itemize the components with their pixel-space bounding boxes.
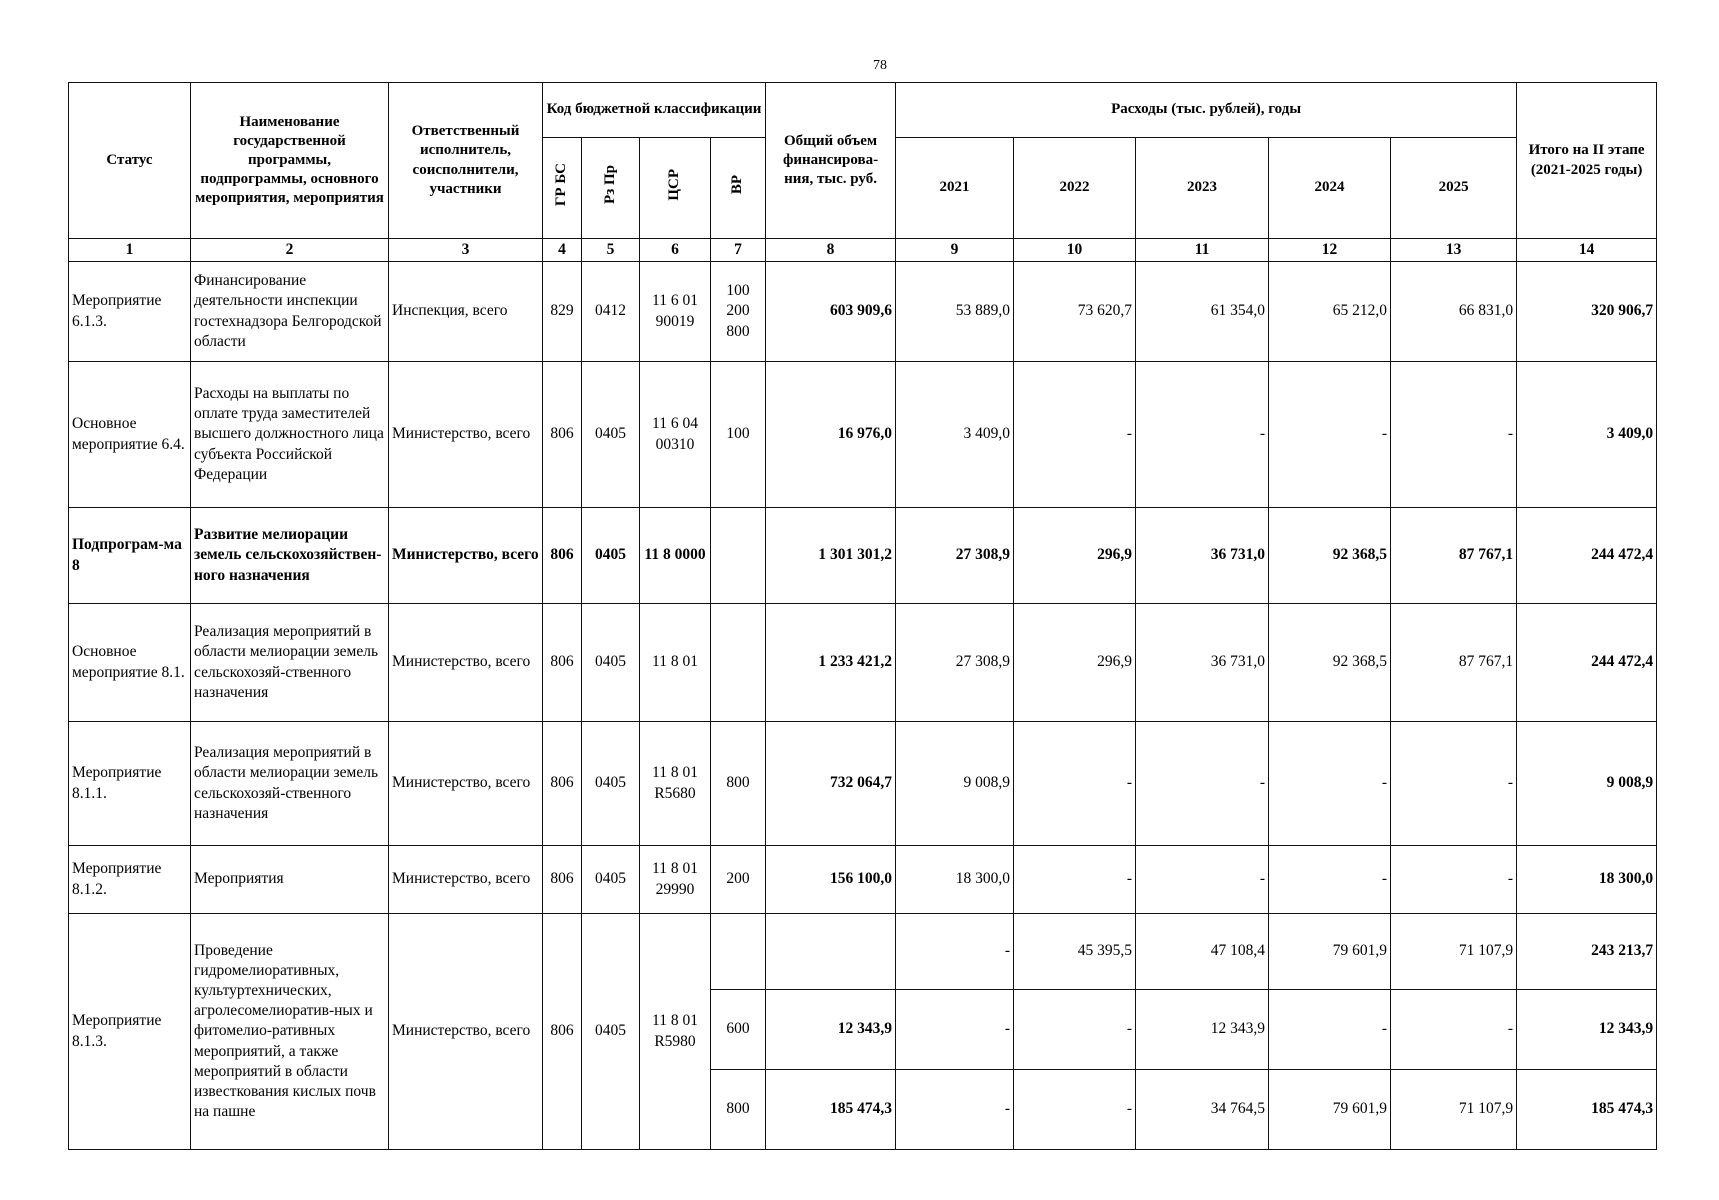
row-stage-total: 243 213,7	[1517, 914, 1657, 990]
row-stage-total: 185 474,3	[1517, 1070, 1657, 1150]
row-total	[766, 914, 896, 990]
row-grbs: 806	[543, 722, 582, 846]
row-2022: -	[1014, 990, 1136, 1070]
row-total: 732 064,7	[766, 722, 896, 846]
row-name: Расходы на выплаты по оплате труда заместителей высшего должностного лица субъекта Российской Федерации	[191, 362, 389, 508]
row-2023: 47 108,4	[1136, 914, 1269, 990]
row-2021: 27 308,9	[896, 604, 1014, 722]
row-stage-total: 320 906,7	[1517, 262, 1657, 362]
row-2024: 79 601,9	[1269, 1070, 1391, 1150]
budget-table	[68, 82, 1657, 1150]
row-status: Мероприятие 8.1.3.	[69, 914, 191, 1150]
row-2022: -	[1014, 722, 1136, 846]
total-header: Общий объем финансирова-ния, тыс. руб.	[766, 83, 896, 239]
column-number: 3	[389, 239, 543, 262]
row-status: Мероприятие 8.1.2.	[69, 846, 191, 914]
year-2022-header: 2022	[1014, 138, 1136, 239]
column-number: 6	[640, 239, 711, 262]
row-2025: 66 831,0	[1391, 262, 1517, 362]
row-responsible: Министерство, всего	[389, 846, 543, 914]
status-header: Статус	[69, 83, 191, 239]
csr-header: ЦСР	[640, 138, 711, 239]
header-row-1	[69, 83, 1657, 138]
row-name: Развитие мелиорации земель сельскохозяйствен-ного назначения	[191, 508, 389, 604]
row-2025: 71 107,9	[1391, 1070, 1517, 1150]
row-2025: -	[1391, 990, 1517, 1070]
row-total: 1 301 301,2	[766, 508, 896, 604]
row-total: 16 976,0	[766, 362, 896, 508]
row-2022: 73 620,7	[1014, 262, 1136, 362]
row-stage-total: 9 008,9	[1517, 722, 1657, 846]
row-name: Финансирование деятельности инспекции гостехнадзора Белгородской области	[191, 262, 389, 362]
row-stage-total: 244 472,4	[1517, 508, 1657, 604]
row-name: Реализация мероприятий в области мелиорации земель сельскохозяй-ственного назначения	[191, 722, 389, 846]
expenses-header: Расходы (тыс. рублей), годы	[896, 83, 1517, 138]
row-name: Реализация мероприятий в области мелиорации земель сельскохозяй-ственного назначения	[191, 604, 389, 722]
row-2021: 9 008,9	[896, 722, 1014, 846]
row-grbs: 806	[543, 604, 582, 722]
row-rzpr: 0405	[582, 722, 640, 846]
table-row	[69, 604, 1657, 722]
row-csr: 11 8 01 R5680	[640, 722, 711, 846]
row-2022: 296,9	[1014, 604, 1136, 722]
row-status: Подпрограм-ма 8	[69, 508, 191, 604]
row-grbs: 806	[543, 362, 582, 508]
column-number: 7	[711, 239, 766, 262]
row-status: Мероприятие 8.1.1.	[69, 722, 191, 846]
row-csr: 11 6 04 00310	[640, 362, 711, 508]
column-number: 4	[543, 239, 582, 262]
row-status: Мероприятие 6.1.3.	[69, 262, 191, 362]
row-total: 156 100,0	[766, 846, 896, 914]
row-csr: 11 8 0000	[640, 508, 711, 604]
row-rzpr: 0405	[582, 604, 640, 722]
row-rzpr: 0412	[582, 262, 640, 362]
row-total: 603 909,6	[766, 262, 896, 362]
row-responsible: Инспекция, всего	[389, 262, 543, 362]
year-2024-header: 2024	[1269, 138, 1391, 239]
row-responsible: Министерство, всего	[389, 722, 543, 846]
row-stage-total: 244 472,4	[1517, 604, 1657, 722]
row-rzpr: 0405	[582, 914, 640, 1150]
row-rzpr: 0405	[582, 508, 640, 604]
table-row	[69, 914, 1657, 990]
row-vr: 100 200 800	[711, 262, 766, 362]
row-name: Проведение гидромелиоративных, культуртехнических, агролесомелиоратив-ных и фитомелио-ративных мероприятий, а также мероприятий в области известкования кислых почв на пашне	[191, 914, 389, 1150]
row-2021: 3 409,0	[896, 362, 1014, 508]
column-number: 12	[1269, 239, 1391, 262]
column-number: 2	[191, 239, 389, 262]
row-stage-total: 12 343,9	[1517, 990, 1657, 1070]
row-vr	[711, 914, 766, 990]
row-csr: 11 8 01 R5980	[640, 914, 711, 1150]
year-2023-header: 2023	[1136, 138, 1269, 239]
row-vr: 600	[711, 990, 766, 1070]
vr-header: ВР	[711, 138, 766, 239]
row-total: 185 474,3	[766, 1070, 896, 1150]
row-2023: 34 764,5	[1136, 1070, 1269, 1150]
column-number: 10	[1014, 239, 1136, 262]
table-row	[69, 362, 1657, 508]
page-number: 78	[873, 58, 887, 73]
row-name: Мероприятия	[191, 846, 389, 914]
row-csr: 11 8 01 29990	[640, 846, 711, 914]
row-2021: -	[896, 990, 1014, 1070]
row-2024: 65 212,0	[1269, 262, 1391, 362]
column-number: 1	[69, 239, 191, 262]
row-2022: 296,9	[1014, 508, 1136, 604]
year-2021-header: 2021	[896, 138, 1014, 239]
row-total: 12 343,9	[766, 990, 896, 1070]
row-csr: 11 8 01	[640, 604, 711, 722]
row-2022: -	[1014, 1070, 1136, 1150]
row-rzpr: 0405	[582, 362, 640, 508]
row-stage-total: 3 409,0	[1517, 362, 1657, 508]
column-number: 13	[1391, 239, 1517, 262]
row-responsible: Министерство, всего	[389, 914, 543, 1150]
row-total: 1 233 421,2	[766, 604, 896, 722]
column-number: 9	[896, 239, 1014, 262]
row-2023: 36 731,0	[1136, 604, 1269, 722]
row-vr	[711, 508, 766, 604]
row-status: Основное мероприятие 8.1.	[69, 604, 191, 722]
row-2023: 12 343,9	[1136, 990, 1269, 1070]
row-2025: 87 767,1	[1391, 508, 1517, 604]
row-2022: -	[1014, 846, 1136, 914]
row-grbs: 806	[543, 846, 582, 914]
row-responsible: Министерство, всего	[389, 362, 543, 508]
responsible-header: Ответственный исполнитель, соисполнители, участники	[389, 83, 543, 239]
row-2022: 45 395,5	[1014, 914, 1136, 990]
row-vr: 800	[711, 1070, 766, 1150]
row-2023: -	[1136, 362, 1269, 508]
row-2025: 87 767,1	[1391, 604, 1517, 722]
row-2023: -	[1136, 846, 1269, 914]
row-2023: 61 354,0	[1136, 262, 1269, 362]
row-vr: 100	[711, 362, 766, 508]
row-2024: -	[1269, 722, 1391, 846]
row-2021: 18 300,0	[896, 846, 1014, 914]
name-header: Наименование государственной программы, подпрограммы, основного мероприятия, мероприятия	[191, 83, 389, 239]
stage-total-header: Итого на II этапе (2021-2025 годы)	[1517, 83, 1657, 239]
row-2021: -	[896, 914, 1014, 990]
row-responsible: Министерство, всего	[389, 508, 543, 604]
row-2022: -	[1014, 362, 1136, 508]
grbs-header: ГР БС	[543, 138, 582, 239]
row-rzpr: 0405	[582, 846, 640, 914]
budget-code-header: Код бюджетной классификации	[543, 83, 766, 138]
row-2021: -	[896, 1070, 1014, 1150]
rzpr-header: Рз Пр	[582, 138, 640, 239]
row-2021: 53 889,0	[896, 262, 1014, 362]
row-2024: -	[1269, 990, 1391, 1070]
row-2025: -	[1391, 846, 1517, 914]
row-2024: -	[1269, 846, 1391, 914]
row-stage-total: 18 300,0	[1517, 846, 1657, 914]
row-responsible: Министерство, всего	[389, 604, 543, 722]
row-vr: 800	[711, 722, 766, 846]
column-number: 11	[1136, 239, 1269, 262]
row-2024: -	[1269, 362, 1391, 508]
row-grbs: 829	[543, 262, 582, 362]
row-grbs: 806	[543, 914, 582, 1150]
column-number: 5	[582, 239, 640, 262]
row-csr: 11 6 01 90019	[640, 262, 711, 362]
row-vr: 200	[711, 846, 766, 914]
row-grbs: 806	[543, 508, 582, 604]
column-number: 14	[1517, 239, 1657, 262]
table-row	[69, 846, 1657, 914]
row-2023: 36 731,0	[1136, 508, 1269, 604]
table-row	[69, 722, 1657, 846]
table-row	[69, 508, 1657, 604]
table-row	[69, 262, 1657, 362]
row-2025: -	[1391, 362, 1517, 508]
row-2024: 79 601,9	[1269, 914, 1391, 990]
row-vr	[711, 604, 766, 722]
row-2024: 92 368,5	[1269, 604, 1391, 722]
year-2025-header: 2025	[1391, 138, 1517, 239]
row-2023: -	[1136, 722, 1269, 846]
column-number-row	[69, 239, 1657, 262]
column-number: 8	[766, 239, 896, 262]
row-2021: 27 308,9	[896, 508, 1014, 604]
row-2025: -	[1391, 722, 1517, 846]
row-status: Основное мероприятие 6.4.	[69, 362, 191, 508]
row-2025: 71 107,9	[1391, 914, 1517, 990]
row-2024: 92 368,5	[1269, 508, 1391, 604]
